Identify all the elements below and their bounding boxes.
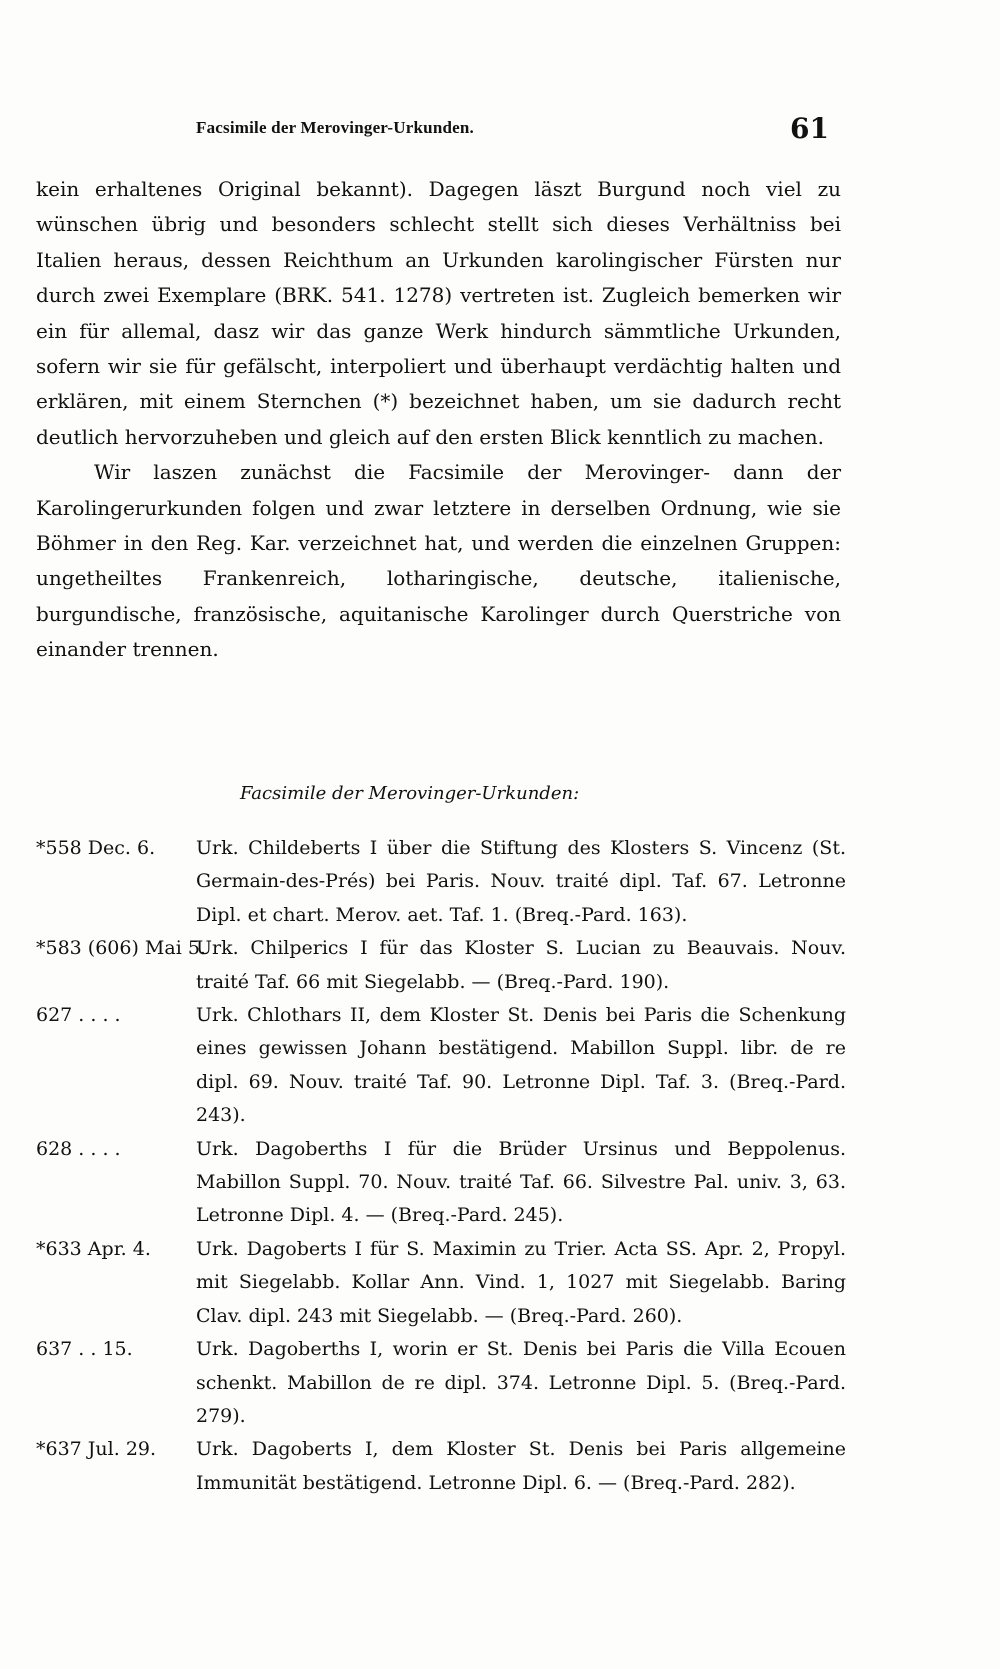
section-title: Facsimile der Merovinger-Urkunden:: [240, 783, 580, 804]
entry-text: Urk. Dagoberts I für S. Maximin zu Trier. Acta SS. Apr. 2, Propyl. mit Siegelabb. Kollar Ann. Vind. 1, 1027 mit Siegelabb. Baring Clav. dipl. 243 mit Siegelabb. — (Breq.-Pard. 260).: [196, 1237, 846, 1327]
entry-text: Urk. Chilperics I für das Kloster S. Lucian zu Beauvais. Nouv. traité Taf. 66 mit Siegelabb. — (Breq.-Pard. 190).: [196, 937, 846, 993]
list-item: [36, 1133, 846, 1233]
entry-date: *583 (606) Mai 5.: [36, 937, 206, 960]
paragraph-2: Wir laszen zunächst die Facsimile der Merovinger- dann der Karolingerurkunden folgen und zwar letztere in derselben Ordnung, wie sie Böhmer in den Reg. Kar. verzeichnet hat, und werden die einzelnen Gruppen: ungetheiltes Frankenreich, lotharingische, deutsche, italienische, burgundische, französische, aquitanische Karolinger durch Querstriche von einander trennen.: [36, 460, 841, 662]
list-item: [36, 1233, 846, 1333]
entry-date: 627 . . . .: [36, 1004, 121, 1027]
body-text: [36, 172, 841, 668]
list-item: [36, 1333, 846, 1433]
paragraph-1: kein erhaltenes Original bekannt). Dagegen läszt Burgund noch viel zu wünschen übrig und besonders schlecht stellt sich dieses Verhältniss bei Italien heraus, dessen Reichthum an Urkunden karolingischer Fürsten nur durch zwei Exemplare (BRK. 541. 1278) vertreten ist. Zugleich bemerken wir ein für allemal, dasz wir das ganze Werk hindurch sämmtliche Urkunden, sofern wir sie für gefälscht, interpoliert und überhaupt verdächtig halten und erklären, mit einem Sternchen (*) bezeichnet haben, um sie dadurch recht deutlich hervorzuheben und gleich auf den ersten Blick kenntlich zu machen.: [36, 177, 841, 449]
entry-text: Urk. Chlothars II, dem Kloster St. Denis bei Paris die Schenkung eines gewissen Johann bestätigend. Mabillon Suppl. libr. de re dipl. 69. Nouv. traité Taf. 90. Letronne Dipl. Taf. 3. (Breq.-Pard. 243).: [196, 1004, 846, 1127]
entry-date: *633 Apr. 4.: [36, 1237, 151, 1260]
list-item: [36, 832, 846, 932]
running-title: Facsimile der Merovinger-Urkunden.: [196, 118, 474, 137]
entry-date: *558 Dec. 6.: [36, 837, 156, 859]
entry-text: Urk. Dagoberths I, worin er St. Denis bei Paris die Villa Ecouen schenkt. Mabillon de re dipl. 374. Letronne Dipl. 5. (Breq.-Pard. 279).: [196, 1338, 846, 1427]
charter-list: [36, 832, 846, 1500]
list-item: [36, 1433, 846, 1500]
entry-text: Urk. Dagoberts I, dem Kloster St. Denis bei Paris allgemeine Immunität bestätigend. Letronne Dipl. 6. — (Breq.-Pard. 282).: [196, 1438, 846, 1494]
list-item: [36, 932, 846, 999]
entry-text: Urk. Childeberts I über die Stiftung des Klosters S. Vincenz (St. Germain-des-Prés) bei Paris. Nouv. traité dipl. Taf. 67. Letronne Dipl. et chart. Merov. aet. Taf. 1. (Breq.-Pard. 163).: [196, 837, 846, 926]
entry-date: *637 Jul. 29.: [36, 1438, 157, 1461]
page-number: 61: [790, 112, 829, 145]
entry-date: 628 . . . .: [36, 1137, 121, 1160]
entry-text: Urk. Dagoberths I für die Brüder Ursinus und Beppolenus. Mabillon Suppl. 70. Nouv. traité Taf. 66. Silvestre Pal. univ. 3, 63. Letronne Dipl. 4. — (Breq.-Pard. 245).: [196, 1137, 846, 1227]
list-item: [36, 999, 846, 1133]
entry-date: 637 . . 15.: [36, 1338, 133, 1361]
